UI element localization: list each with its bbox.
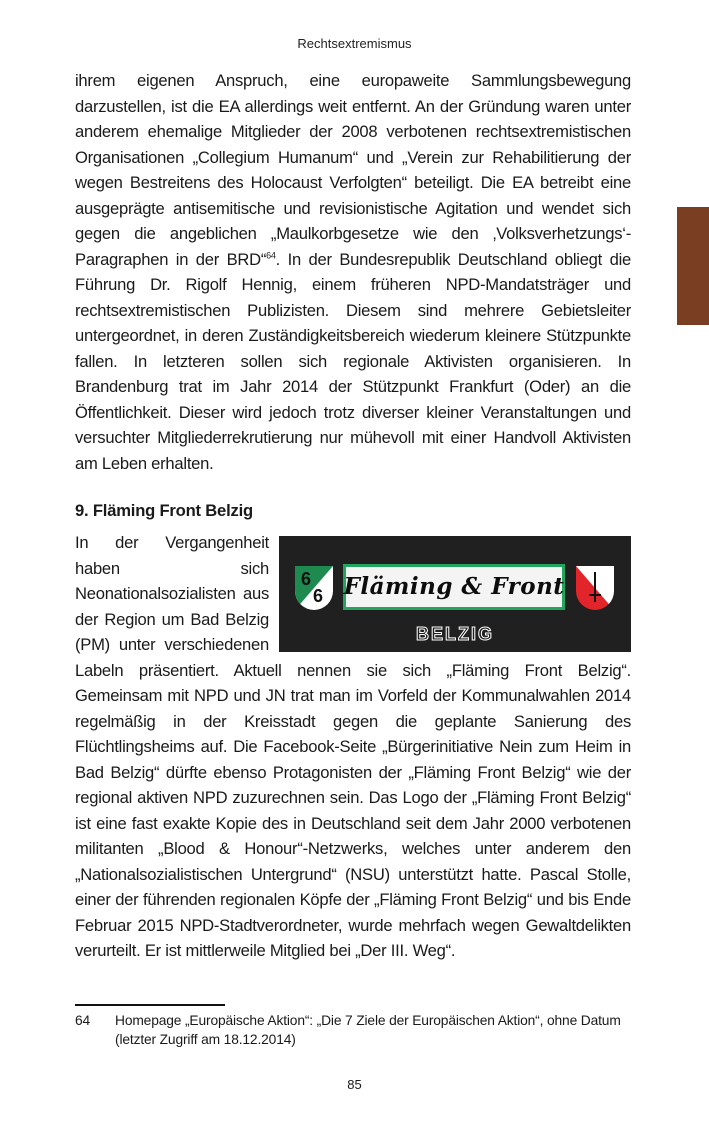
shield-digit-top: 6: [301, 569, 311, 589]
paragraph-text: In der Vergangenheit haben sich Neonationalsozialisten aus der Region um Bad Belzig (PM) unter verschiedenen Labeln präsentiert. Aktuell nennen sie sich „Fläming Front Belzig“. Gemeinsam mit NPD und JN trat man im Vorfeld der Kommunalwahlen 2014 regelmäßig in der Kreisstadt gegen die geplante Sanierung des Flüchtlingsheims auf. Die Facebook-Seite „Bürgerinitiative Nein zum Heim in Bad Belzig“ dürfte ebenso Protagonisten der „Fläming Front Belzig“ wie der regional aktiven NPD zuzurechnen sein. Das Logo der „Fläming Front Belzig“ ist eine fast exakte Kopie des in Deutschland seit dem Jahr 2000 verbotenen militanten „Blood & Honour“-Netzwerks, welches unter anderem den „Nationalsozialistischen Untergrund“ (NSU) unterstützt hatte. Pascal Stolle, einer der führenden regionalen Köpfe der „Fläming Front Belzig“ und bis Ende Februar 2015 NPD-Stadtverordneter, wurde mehrfach wegen Gewaltdelikten verurteilt. Er ist mittlerweile Mitglied bei „Der III. Weg“.: [75, 533, 631, 960]
section-heading: 9. Fläming Front Belzig: [75, 501, 253, 520]
shield-left-icon: [295, 566, 333, 610]
footnote: [75, 1011, 631, 1049]
logo-banner-text: Fläming & Front: [346, 567, 562, 607]
running-title: Rechtsextremismus: [297, 36, 412, 51]
footnote-number: 64: [75, 1013, 91, 1028]
paragraph-europaeische-aktion: [75, 68, 631, 476]
footnote-text: Homepage „Europäische Aktion“: „Die 7 Ziele der Europäischen Aktion“, ohne Datum (letzter Zugriff am 18.12.2014): [115, 1013, 621, 1047]
paragraph-text: ihrem eigenen Anspruch, eine europaweite Sammlungsbewegung darzustellen, ist die EA allerdings weit entfernt. An der Gründung waren unter anderem ehemalige Mitglieder der 2008 verbotenen rechtsextremistischen Organisationen „Collegium Humanum“ und „Verein zur Rehabilitierung der wegen Bestreitens des Holocaust Verfolgten“ beteiligt. Die EA betreibt eine ausgeprägte antisemitische und revisionistische Agitation und wendet sich gegen die angeblichen „Maulkorbgesetze wie den ‚Volksverhetzungs‘-Paragraphen in der BRD“: [75, 71, 631, 269]
flaeming-front-logo: [279, 536, 631, 652]
shield-digit-bottom: 6: [313, 586, 323, 606]
footnote-ref[interactable]: 64: [266, 249, 276, 260]
chapter-thumb-tab: [677, 207, 709, 325]
shield-right-icon: [576, 566, 614, 610]
logo-subtitle: BELZIG: [416, 624, 494, 644]
paragraph-text-continued: . In der Bundesrepublik Deutschland obliegt die Führung Dr. Rigolf Hennig, einem früheren NPD-Mandatsträger und rechtsextremistischen Publizisten. Diesem sind mehrere Gebietsleiter untergeordnet, in deren Zuständigkeitsbereich wiederum kleinere Stützpunkte fallen. In letzteren sollen sich regionale Aktivisten organisieren. In Brandenburg trat im Jahr 2014 der Stützpunkt Frankfurt (Oder) an die Öffentlichkeit. Dieser wird jedoch trotz diverser kleiner Veranstaltungen und versuchter Mitgliederrekrutierung nur mühevoll mit einer Handvoll Aktivisten am Leben erhalten.: [75, 249, 631, 473]
page-number: 85: [347, 1077, 362, 1092]
paragraph-flaeming-front: [75, 530, 631, 964]
sword-icon: [594, 572, 596, 602]
logo-banner: [343, 564, 565, 610]
footnote-rule: [75, 1004, 225, 1006]
